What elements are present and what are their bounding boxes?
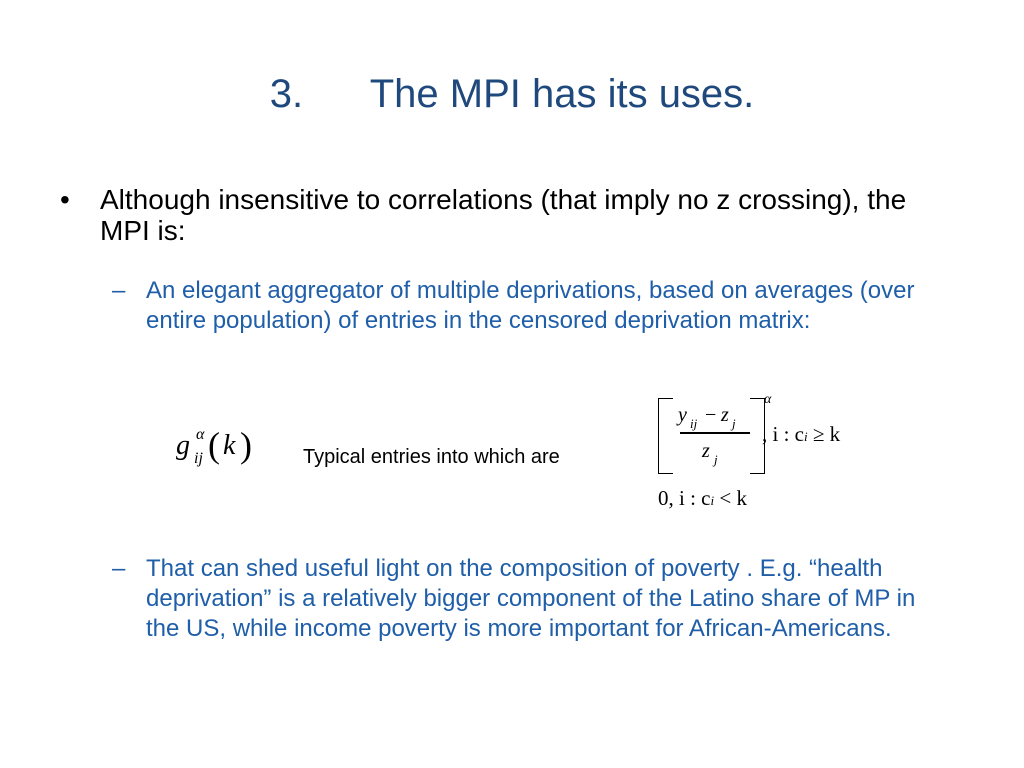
numerator-ij-subscript: ij	[690, 416, 698, 431]
left-bracket	[658, 398, 673, 474]
alpha-superscript: α	[196, 426, 205, 443]
numerator-z: z	[721, 404, 729, 426]
condition-censored-sub: i	[804, 429, 808, 444]
condition-zero	[658, 486, 747, 511]
open-paren: (	[208, 425, 220, 465]
numerator-y: y	[678, 404, 687, 426]
g-symbol: g	[176, 430, 190, 461]
condition-zero-rel: < k	[714, 486, 747, 510]
sub-bullet-dash: –	[112, 555, 126, 582]
g-formula	[170, 425, 270, 480]
bracket-alpha-exponent: α	[764, 392, 772, 407]
numerator-j-subscript: j	[732, 416, 736, 431]
typical-entries-label: Typical entries into which are	[303, 446, 560, 468]
fraction-line	[680, 432, 750, 434]
close-paren: )	[240, 425, 252, 465]
condition-zero-text: 0, i : c	[658, 486, 711, 510]
condition-zero-sub: i	[710, 493, 715, 508]
condition-censored-text: , i : c	[762, 422, 804, 446]
entry-formula	[658, 392, 888, 522]
title-number: 3.	[269, 72, 304, 116]
denominator-j-subscript: j	[714, 452, 718, 467]
sub-bullet-composition-text: That can shed useful light on the composition of poverty . E.g. “health deprivation” is a relatively bigger component of the Latino share of MP in the US, while income poverty is more important for African-Americans.	[146, 555, 916, 642]
condition-censored-rel: ≥ k	[807, 422, 841, 446]
ij-subscript: ij	[194, 450, 203, 467]
sub-bullet-aggregator-text: An elegant aggregator of multiple deprivations, based on averages (over entire population) of entries in the censored deprivation matrix:	[146, 277, 915, 334]
bullet-dot: •	[60, 184, 70, 215]
k-symbol: k	[223, 430, 236, 461]
minus-sign: −	[705, 404, 717, 426]
title-text: The MPI has its uses.	[369, 72, 755, 116]
condition-censored	[762, 422, 840, 447]
sub-bullet-dash: –	[112, 277, 126, 304]
main-bullet-text: Although insensitive to correlations (that imply no z crossing), the MPI is:	[100, 184, 907, 246]
slide-title	[0, 72, 1024, 117]
denominator-z: z	[702, 440, 710, 462]
